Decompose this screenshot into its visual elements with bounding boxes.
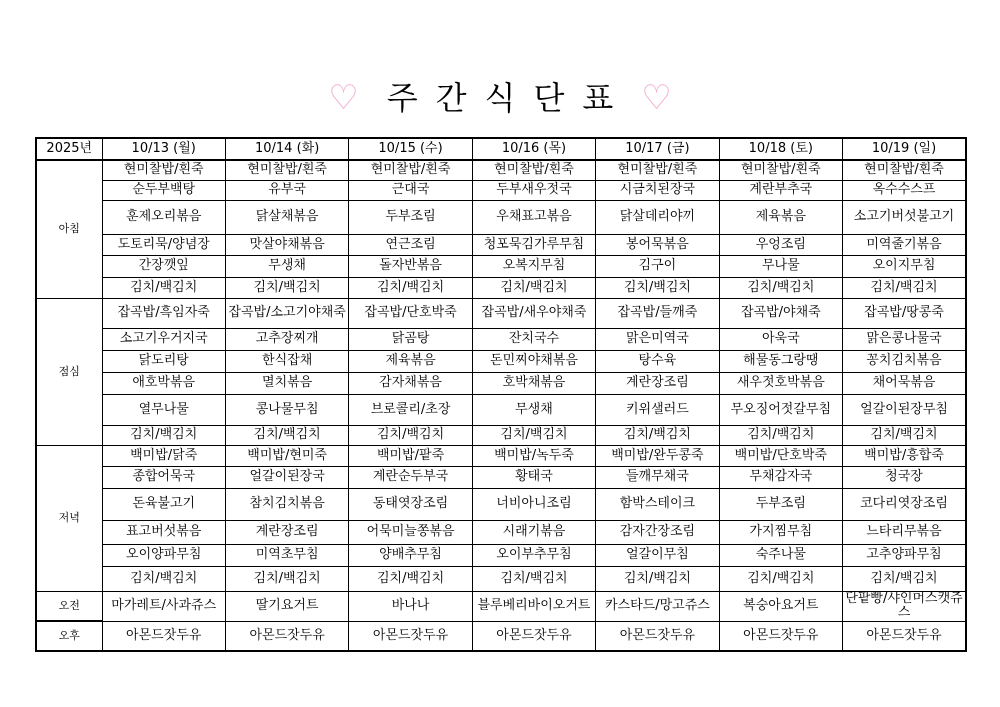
menu-row — [36, 350, 966, 372]
menu-cell: 꽁치김치볶음 — [843, 350, 966, 372]
menu-row — [36, 520, 966, 544]
menu-cell: 맑은미역국 — [596, 328, 719, 350]
menu-cell: 함박스테이크 — [596, 488, 719, 520]
day-header: 10/13 (월) — [102, 138, 225, 160]
menu-row — [36, 372, 966, 394]
menu-cell: 애호박볶음 — [102, 372, 225, 394]
heart-icon: ♡ — [641, 78, 672, 118]
menu-cell: 아몬드잣두유 — [349, 621, 472, 651]
menu-cell: 김치/백김치 — [102, 425, 225, 445]
menu-cell: 소고기우거지국 — [102, 328, 225, 350]
meal-label: 아침 — [36, 160, 102, 298]
menu-cell: 아몬드잣두유 — [719, 621, 842, 651]
day-header: 10/14 (화) — [225, 138, 348, 160]
year-cell: 2025년 — [36, 138, 102, 160]
menu-cell: 봉어묵볶음 — [596, 234, 719, 255]
menu-cell: 무나물 — [719, 255, 842, 277]
menu-row — [36, 566, 966, 591]
menu-cell: 두부조림 — [719, 488, 842, 520]
meal-label: 오전 — [36, 591, 102, 621]
menu-cell: 아몬드잣두유 — [843, 621, 966, 651]
menu-cell: 백미밥/단호박죽 — [719, 445, 842, 466]
menu-cell: 돈민찌야채볶음 — [472, 350, 595, 372]
menu-cell: 오복지무침 — [472, 255, 595, 277]
menu-cell: 돈육불고기 — [102, 488, 225, 520]
menu-cell: 돌자반볶음 — [349, 255, 472, 277]
menu-cell: 멸치볶음 — [225, 372, 348, 394]
menu-cell: 너비아니조림 — [472, 488, 595, 520]
menu-cell: 연근조림 — [349, 234, 472, 255]
title-text: 주간식단표 — [386, 79, 632, 117]
menu-cell: 계란부추국 — [719, 180, 842, 200]
menu-cell: 유부국 — [225, 180, 348, 200]
menu-cell: 김치/백김치 — [472, 277, 595, 298]
menu-cell: 근대국 — [349, 180, 472, 200]
menu-cell: 잡곡밥/단호박죽 — [349, 298, 472, 328]
menu-cell: 순두부백탕 — [102, 180, 225, 200]
menu-cell: 김치/백김치 — [225, 425, 348, 445]
day-header: 10/17 (금) — [596, 138, 719, 160]
menu-cell: 무생채 — [472, 394, 595, 425]
menu-cell: 키위샐러드 — [596, 394, 719, 425]
menu-cell: 탕수육 — [596, 350, 719, 372]
menu-cell: 현미찰밥/흰죽 — [349, 160, 472, 180]
menu-cell: 얼갈이된장국 — [225, 466, 348, 488]
menu-cell: 브로콜리/초장 — [349, 394, 472, 425]
weekly-menu-table — [35, 137, 967, 652]
menu-cell: 잔치국수 — [472, 328, 595, 350]
menu-row — [36, 200, 966, 234]
menu-cell: 복숭아요거트 — [719, 591, 842, 621]
menu-cell: 김치/백김치 — [225, 566, 348, 591]
day-header: 10/18 (토) — [719, 138, 842, 160]
menu-row — [36, 591, 966, 621]
menu-cell: 어묵미늘쫑볶음 — [349, 520, 472, 544]
menu-cell: 백미밥/녹두죽 — [472, 445, 595, 466]
menu-cell: 아몬드잣두유 — [596, 621, 719, 651]
menu-cell: 우채표고볶음 — [472, 200, 595, 234]
menu-cell: 시래기볶음 — [472, 520, 595, 544]
menu-cell: 김구이 — [596, 255, 719, 277]
menu-cell: 시금치된장국 — [596, 180, 719, 200]
menu-cell: 백미밥/팥죽 — [349, 445, 472, 466]
menu-cell: 오이양파무침 — [102, 544, 225, 566]
menu-cell: 참치김치볶음 — [225, 488, 348, 520]
menu-cell: 백미밥/현미죽 — [225, 445, 348, 466]
menu-cell: 훈제오리볶음 — [102, 200, 225, 234]
menu-cell: 미역초무침 — [225, 544, 348, 566]
menu-cell: 소고기버섯불고기 — [843, 200, 966, 234]
menu-row — [36, 466, 966, 488]
menu-cell: 옥수수스프 — [843, 180, 966, 200]
menu-cell: 김치/백김치 — [349, 566, 472, 591]
menu-cell: 오이부추무침 — [472, 544, 595, 566]
menu-row — [36, 328, 966, 350]
menu-cell: 청포묵김가루무침 — [472, 234, 595, 255]
header-row — [36, 138, 966, 160]
menu-cell: 김치/백김치 — [349, 425, 472, 445]
menu-cell: 잡곡밥/들깨죽 — [596, 298, 719, 328]
menu-cell: 표고버섯볶음 — [102, 520, 225, 544]
day-header: 10/19 (일) — [843, 138, 966, 160]
menu-cell: 청국장 — [843, 466, 966, 488]
menu-row — [36, 234, 966, 255]
menu-cell: 제육볶음 — [719, 200, 842, 234]
menu-cell: 오이지무침 — [843, 255, 966, 277]
menu-cell: 맑은콩나물국 — [843, 328, 966, 350]
menu-cell: 현미찰밥/흰죽 — [102, 160, 225, 180]
menu-cell: 백미밥/흥합죽 — [843, 445, 966, 466]
menu-cell: 미역줄기볶음 — [843, 234, 966, 255]
menu-cell: 한식잡채 — [225, 350, 348, 372]
meal-label: 오후 — [36, 621, 102, 651]
menu-cell: 간장깻잎 — [102, 255, 225, 277]
menu-cell: 황태국 — [472, 466, 595, 488]
meal-label: 저녁 — [36, 445, 102, 591]
menu-row — [36, 277, 966, 298]
menu-cell: 딸기요거트 — [225, 591, 348, 621]
day-header: 10/16 (목) — [472, 138, 595, 160]
menu-cell: 감자간장조림 — [596, 520, 719, 544]
menu-cell: 아몬드잣두유 — [472, 621, 595, 651]
menu-cell: 김치/백김치 — [596, 566, 719, 591]
menu-cell: 잡곡밥/소고기야채죽 — [225, 298, 348, 328]
menu-row — [36, 621, 966, 651]
menu-cell: 바나나 — [349, 591, 472, 621]
menu-cell: 계란순두부국 — [349, 466, 472, 488]
menu-cell: 현미찰밥/흰죽 — [719, 160, 842, 180]
menu-cell: 무생채 — [225, 255, 348, 277]
menu-cell: 단팥빵/샤인머스캣쥬스 — [843, 591, 966, 621]
menu-cell: 김치/백김치 — [102, 566, 225, 591]
menu-cell: 김치/백김치 — [719, 566, 842, 591]
menu-cell: 도토리묵/양념장 — [102, 234, 225, 255]
menu-cell: 숙주나물 — [719, 544, 842, 566]
menu-cell: 아몬드잣두유 — [102, 621, 225, 651]
menu-cell: 가지찜무침 — [719, 520, 842, 544]
meal-label: 점심 — [36, 298, 102, 445]
menu-cell: 열무나물 — [102, 394, 225, 425]
heart-icon: ♡ — [328, 78, 359, 118]
menu-row — [36, 445, 966, 466]
menu-cell: 닭살데리야끼 — [596, 200, 719, 234]
menu-body — [36, 160, 966, 651]
menu-row — [36, 425, 966, 445]
menu-cell: 해물동그랑땡 — [719, 350, 842, 372]
menu-cell: 블루베리바이오거트 — [472, 591, 595, 621]
menu-cell: 김치/백김치 — [843, 566, 966, 591]
menu-title — [0, 76, 1000, 118]
menu-cell: 잡곡밥/새우야채죽 — [472, 298, 595, 328]
menu-row — [36, 255, 966, 277]
menu-cell: 김치/백김치 — [349, 277, 472, 298]
menu-cell: 제육볶음 — [349, 350, 472, 372]
menu-cell: 김치/백김치 — [472, 566, 595, 591]
menu-cell: 마가레트/사과쥬스 — [102, 591, 225, 621]
menu-cell: 콩나물무침 — [225, 394, 348, 425]
menu-cell: 카스타드/망고쥬스 — [596, 591, 719, 621]
menu-row — [36, 394, 966, 425]
menu-cell: 느타리무볶음 — [843, 520, 966, 544]
menu-cell: 얼갈이된장무침 — [843, 394, 966, 425]
menu-cell: 아욱국 — [719, 328, 842, 350]
menu-cell: 코다리엿장조림 — [843, 488, 966, 520]
menu-cell: 닭살채볶음 — [225, 200, 348, 234]
menu-cell: 아몬드잣두유 — [225, 621, 348, 651]
menu-row — [36, 180, 966, 200]
menu-cell: 계란장조림 — [596, 372, 719, 394]
menu-cell: 김치/백김치 — [719, 425, 842, 445]
menu-cell: 감자채볶음 — [349, 372, 472, 394]
menu-cell: 계란장조림 — [225, 520, 348, 544]
menu-cell: 김치/백김치 — [596, 277, 719, 298]
menu-row — [36, 544, 966, 566]
menu-cell: 얼갈이무침 — [596, 544, 719, 566]
menu-cell: 잡곡밥/땅콩죽 — [843, 298, 966, 328]
menu-cell: 무오징어젓갈무침 — [719, 394, 842, 425]
menu-cell: 잡곡밥/야채죽 — [719, 298, 842, 328]
menu-cell: 두부새우젓국 — [472, 180, 595, 200]
menu-cell: 현미찰밥/흰죽 — [472, 160, 595, 180]
menu-cell: 들깨무채국 — [596, 466, 719, 488]
menu-cell: 우엉조림 — [719, 234, 842, 255]
menu-cell: 현미찰밥/흰죽 — [225, 160, 348, 180]
menu-cell: 종합어묵국 — [102, 466, 225, 488]
menu-cell: 맛살야채볶음 — [225, 234, 348, 255]
menu-cell: 닭도리탕 — [102, 350, 225, 372]
menu-cell: 고추장찌개 — [225, 328, 348, 350]
menu-cell: 김치/백김치 — [596, 425, 719, 445]
menu-cell: 김치/백김치 — [225, 277, 348, 298]
menu-cell: 현미찰밥/흰죽 — [596, 160, 719, 180]
menu-cell: 김치/백김치 — [843, 425, 966, 445]
menu-cell: 새우젓호박볶음 — [719, 372, 842, 394]
menu-row — [36, 160, 966, 180]
menu-cell: 무채감자국 — [719, 466, 842, 488]
menu-cell: 두부조림 — [349, 200, 472, 234]
menu-row — [36, 488, 966, 520]
menu-row — [36, 298, 966, 328]
menu-cell: 김치/백김치 — [102, 277, 225, 298]
menu-cell: 김치/백김치 — [472, 425, 595, 445]
menu-cell: 호박채볶음 — [472, 372, 595, 394]
menu-cell: 백미밥/완두콩죽 — [596, 445, 719, 466]
menu-cell: 김치/백김치 — [719, 277, 842, 298]
menu-cell: 양배추무침 — [349, 544, 472, 566]
menu-cell: 잡곡밥/흑임자죽 — [102, 298, 225, 328]
menu-cell: 현미찰밥/흰죽 — [843, 160, 966, 180]
menu-cell: 고추양파무침 — [843, 544, 966, 566]
menu-cell: 김치/백김치 — [843, 277, 966, 298]
day-header: 10/15 (수) — [349, 138, 472, 160]
menu-cell: 동태엿장조림 — [349, 488, 472, 520]
menu-cell: 채어묵볶음 — [843, 372, 966, 394]
menu-cell: 닭곰탕 — [349, 328, 472, 350]
menu-cell: 백미밥/닭죽 — [102, 445, 225, 466]
